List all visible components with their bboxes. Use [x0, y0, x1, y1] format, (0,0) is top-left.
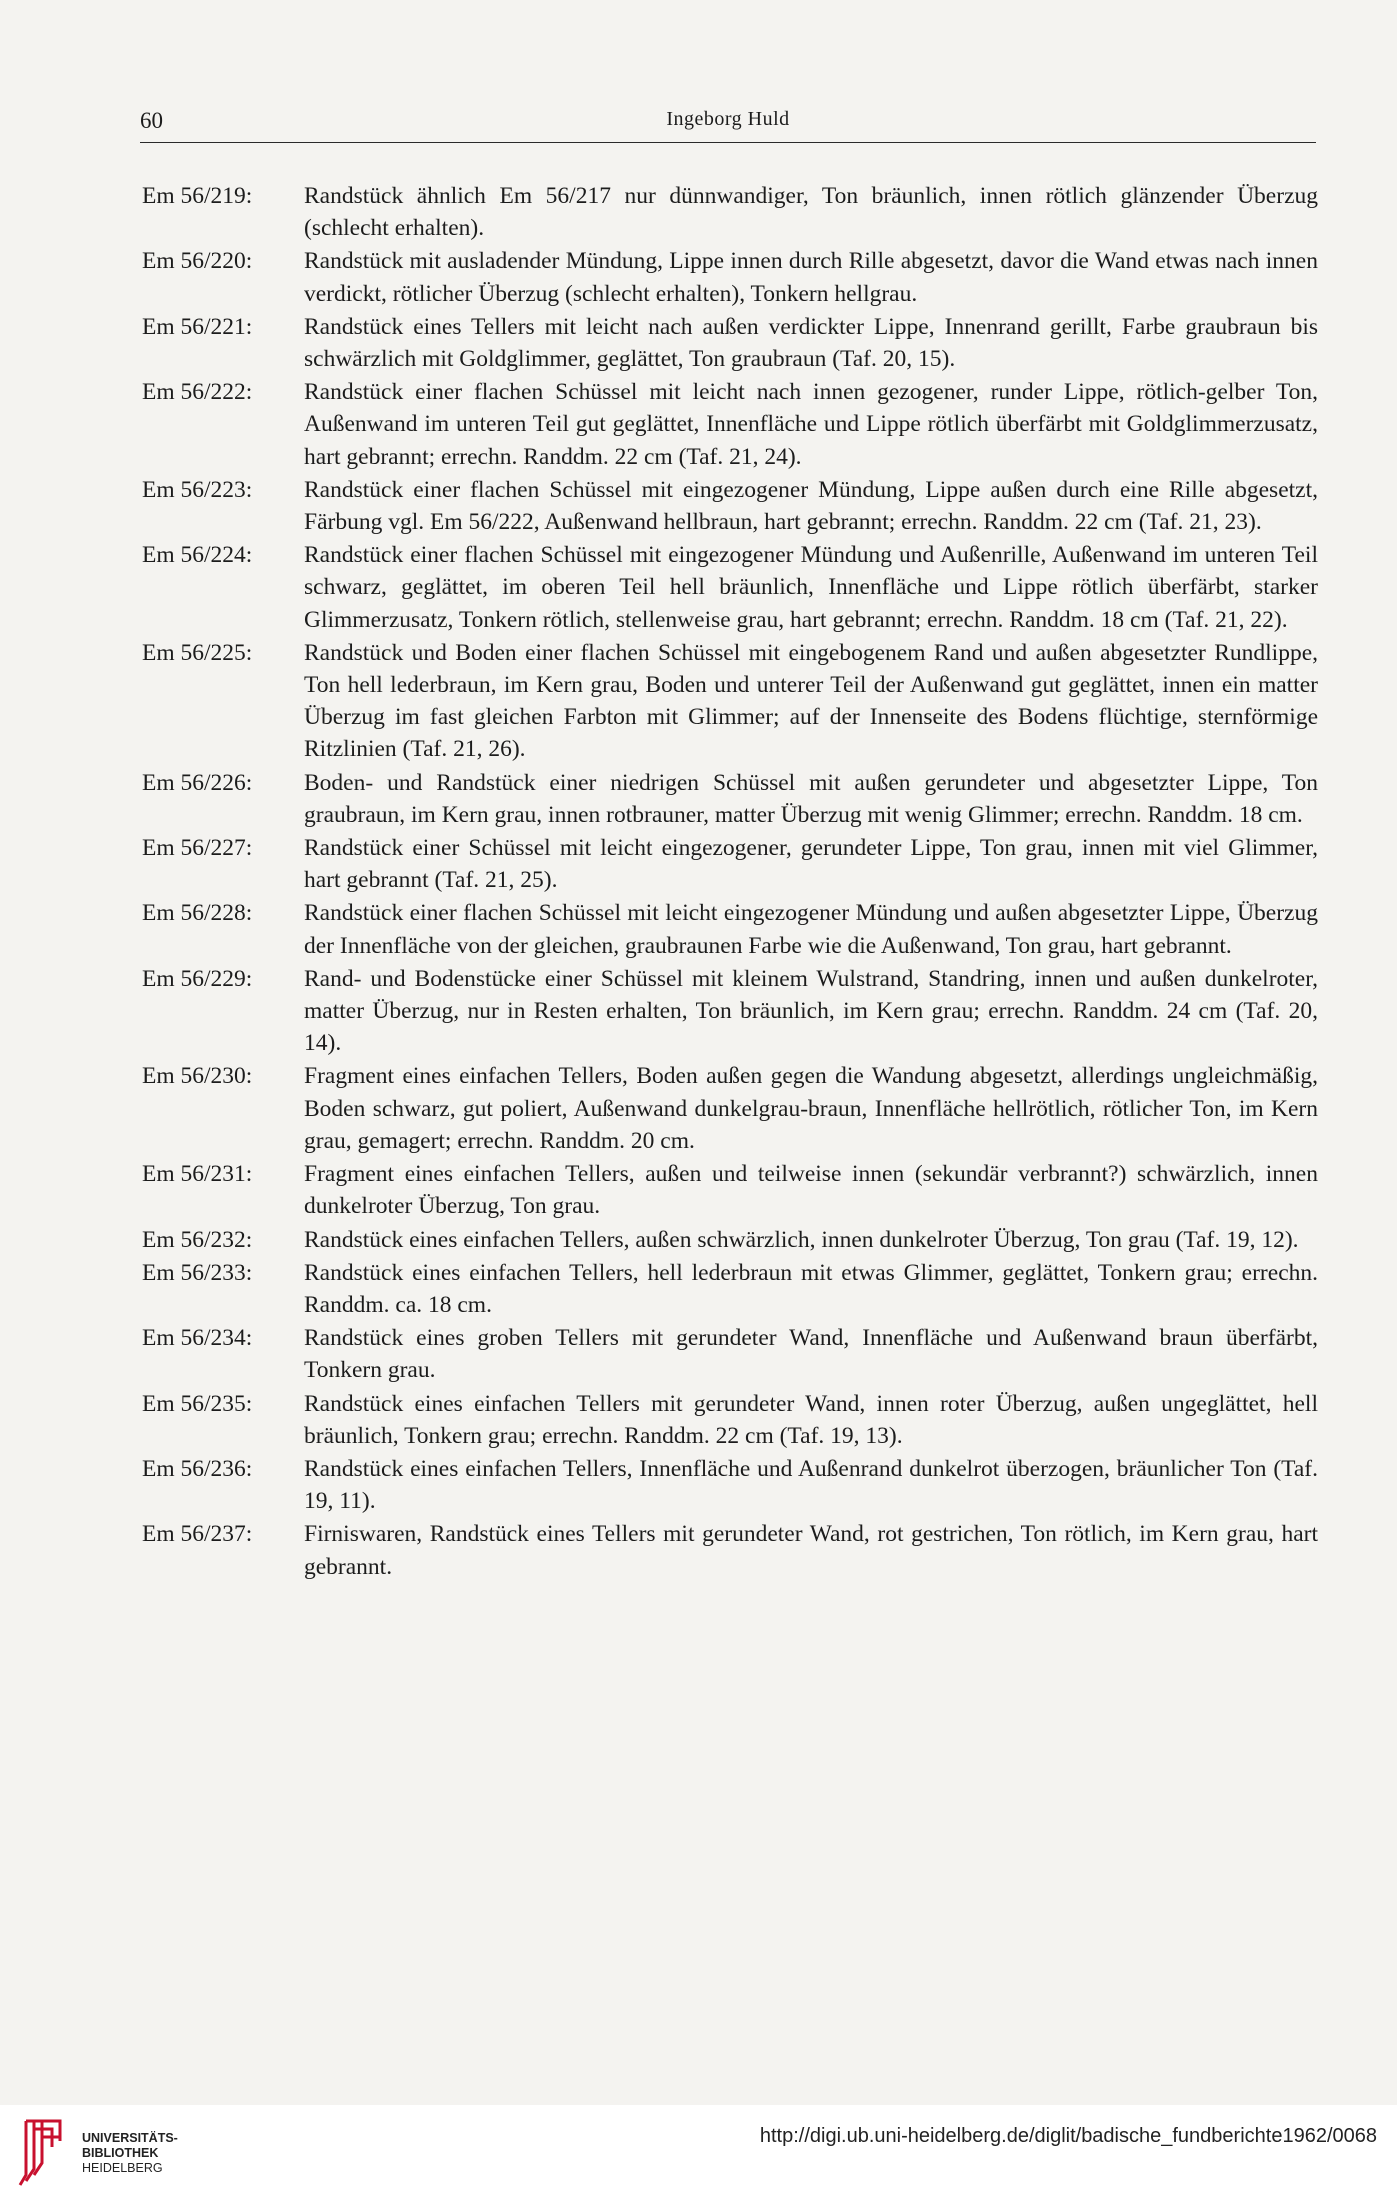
catalog-entry: [142, 1388, 1318, 1452]
catalog-entry: [142, 897, 1318, 961]
entry-text: Randstück eines einfachen Tellers, hell lederbraun mit etwas Glimmer, geglättet, Tonkern grau; errechn. Randdm. ca. 18 cm.: [304, 1259, 1318, 1318]
catalog-entry: [142, 539, 1318, 636]
catalog-entry: [142, 1224, 1318, 1256]
entry-id: Em 56/220:: [142, 248, 253, 275]
entry-id: Em 56/237:: [142, 1521, 253, 1548]
catalog-entry: [142, 832, 1318, 896]
catalog-entry: [142, 180, 1318, 244]
catalog-entry: [142, 311, 1318, 375]
entry-text: Randstück einer flachen Schüssel mit leicht eingezogener Mündung und außen abgesetzter Lippe, Überzug der Innenfläche von der gleichen, graubraunen Farbe wie die Außenwand, Ton grau, hart gebrannt.: [304, 900, 1318, 959]
catalog-entry: [142, 1453, 1318, 1517]
entry-text: Randstück einer flachen Schüssel mit eingezogener Mündung, Lippe außen durch eine Rille abgesetzt, Färbung vgl. Em 56/222, Außenwand hellbraun, hart gebrannt; errechn. Randdm. 22 cm (Taf. 21, 23).: [304, 476, 1318, 536]
entry-id: Em 56/224:: [142, 542, 253, 569]
ub-heidelberg-logo-icon[interactable]: [16, 2113, 70, 2193]
library-name-line: HEIDELBERG: [82, 2161, 163, 2175]
entry-id: Em 56/231:: [142, 1161, 253, 1188]
catalog-entry: [142, 1518, 1318, 1582]
entry-id: Em 56/233:: [142, 1259, 253, 1286]
entry-id: Em 56/230:: [142, 1063, 253, 1090]
entry-id: Em 56/236:: [142, 1455, 253, 1482]
catalog-entry: [142, 376, 1318, 473]
entry-text: Randstück und Boden einer flachen Schüssel mit eingebogenem Rand und außen abgesetzter Rundlippe, Ton hell lederbraun, im Kern grau, Boden und unterer Teil der Außenwand gut geglättet, innen ein matter Überzug im fast gleichen Farbton mit Glimmer; auf der Innenseite des Bodens flüchtige, sternförmige Ritzlinien (Taf. 21, 26).: [304, 639, 1318, 763]
catalog-entry: [142, 245, 1318, 309]
catalog-entry: [142, 1257, 1318, 1321]
entry-id: Em 56/232:: [142, 1226, 253, 1253]
catalog-entry: [142, 637, 1318, 766]
entry-text: Randstück ähnlich Em 56/217 nur dünnwandiger, Ton bräunlich, innen rötlich glänzender Überzug (schlecht erhalten).: [304, 183, 1318, 242]
entry-text: Randstück einer flachen Schüssel mit eingezogener Mündung und Außenrille, Außenwand im unteren Teil schwarz, geglättet, im oberen Teil hell bräunlich, Innenfläche und Lippe rötlich überfärbt, starker Glimmerzusatz, Tonkern rötlich, stellenweise grau, hart gebrannt; errechn. Randdm. 18 cm (Taf. 21, 22).: [304, 542, 1318, 633]
catalog-entry: [142, 963, 1318, 1060]
entry-id: Em 56/228:: [142, 900, 253, 927]
entry-id: Em 56/234:: [142, 1325, 253, 1352]
entry-id: Em 56/219:: [142, 183, 253, 209]
library-name-line: BIBLIOTHEK: [82, 2146, 159, 2160]
running-head: Ingeborg Huld: [666, 108, 790, 130]
entry-text: Randstück eines Tellers mit leicht nach außen verdickter Lippe, Innenrand gerillt, Farbe graubraun bis schwärzlich mit Goldglimmer, geglättet, Ton graubraun (Taf. 20, 15).: [304, 313, 1318, 373]
digitization-footer: [0, 2105, 1397, 2202]
catalog-entry: [142, 1158, 1318, 1222]
catalog-entry: [142, 767, 1318, 831]
catalog-entries: [142, 180, 1318, 1584]
entry-id: Em 56/225:: [142, 639, 253, 666]
entry-text: Randstück mit ausladender Mündung, Lippe innen durch Rille abgesetzt, davor die Wand etwas nach innen verdickt, rötlicher Überzug (schlecht erhalten), Tonkern hellgrau.: [304, 248, 1318, 307]
entry-id: Em 56/227:: [142, 835, 253, 862]
library-name: [82, 2131, 178, 2176]
entry-text: Fragment eines einfachen Tellers, außen und teilweise innen (sekundär verbrannt?) schwärzlich, innen dunkelroter Überzug, Ton grau.: [304, 1161, 1318, 1220]
entry-text: Rand- und Bodenstücke einer Schüssel mit kleinem Wulstrand, Standring, innen und außen dunkelroter, matter Überzug, nur in Resten erhalten, Ton bräunlich, im Kern grau; errechn. Randdm. 24 cm (Taf. 20, 14).: [304, 965, 1318, 1057]
source-url-link[interactable]: http://digi.ub.uni-heidelberg.de/diglit/badische_fundberichte1962/0068: [759, 2125, 1377, 2147]
catalog-entry: [142, 474, 1318, 538]
page-number: 60: [140, 108, 163, 133]
page-header: [140, 108, 1316, 143]
entry-text: Randstück eines groben Tellers mit gerundeter Wand, Innenfläche und Außenwand braun überfärbt, Tonkern grau.: [304, 1325, 1318, 1384]
library-name-line: UNIVERSITÄTS-: [82, 2131, 178, 2145]
entry-id: Em 56/226:: [142, 769, 253, 796]
entry-text: Fragment eines einfachen Tellers, Boden außen gegen die Wandung abgesetzt, allerdings ungleichmäßig, Boden schwarz, gut poliert, Außenwand dunkelgrau-braun, Innenfläche hellrötlich, rötlicher Ton, im Kern grau, gemagert; errechn. Randdm. 20 cm.: [304, 1063, 1318, 1154]
entry-text: Boden- und Randstück einer niedrigen Schüssel mit außen gerundeter und abgesetzter Lippe, Ton graubraun, im Kern grau, innen rotbrauner, matter Überzug mit wenig Glimmer; errechn. Randdm. 18 cm.: [304, 769, 1318, 828]
entry-text: Randstück einer flachen Schüssel mit leicht nach innen gezogener, runder Lippe, rötlich-gelber Ton, Außenwand im unteren Teil gut geglättet, Innenfläche und Lippe rötlich überfärbt mit Goldglimmerzusatz, hart gebrannt; errechn. Randdm. 22 cm (Taf. 21, 24).: [304, 379, 1318, 470]
entry-text: Firniswaren, Randstück eines Tellers mit gerundeter Wand, rot gestrichen, Ton rötlich, im Kern grau, hart gebrannt.: [304, 1521, 1318, 1580]
entry-text: Randstück eines einfachen Tellers, außen schwärzlich, innen dunkelroter Überzug, Ton grau (Taf. 19, 12).: [304, 1226, 1299, 1253]
entry-text: Randstück einer Schüssel mit leicht eingezogener, gerundeter Lippe, Ton grau, innen mit viel Glimmer, hart gebrannt (Taf. 21, 25).: [304, 835, 1318, 894]
entry-id: Em 56/229:: [142, 965, 253, 992]
entry-text: Randstück eines einfachen Tellers, Innenfläche und Außenrand dunkelrot überzogen, bräunlicher Ton (Taf. 19, 11).: [304, 1455, 1318, 1515]
entry-text: Randstück eines einfachen Tellers mit gerundeter Wand, innen roter Überzug, außen ungeglättet, hell bräunlich, Tonkern grau; errechn. Randdm. 22 cm (Taf. 19, 13).: [304, 1390, 1318, 1449]
entry-id: Em 56/235:: [142, 1390, 253, 1417]
catalog-entry: [142, 1060, 1318, 1157]
entry-id: Em 56/222:: [142, 379, 253, 406]
entry-id: Em 56/221:: [142, 313, 253, 340]
catalog-entry: [142, 1322, 1318, 1386]
entry-id: Em 56/223:: [142, 476, 253, 503]
